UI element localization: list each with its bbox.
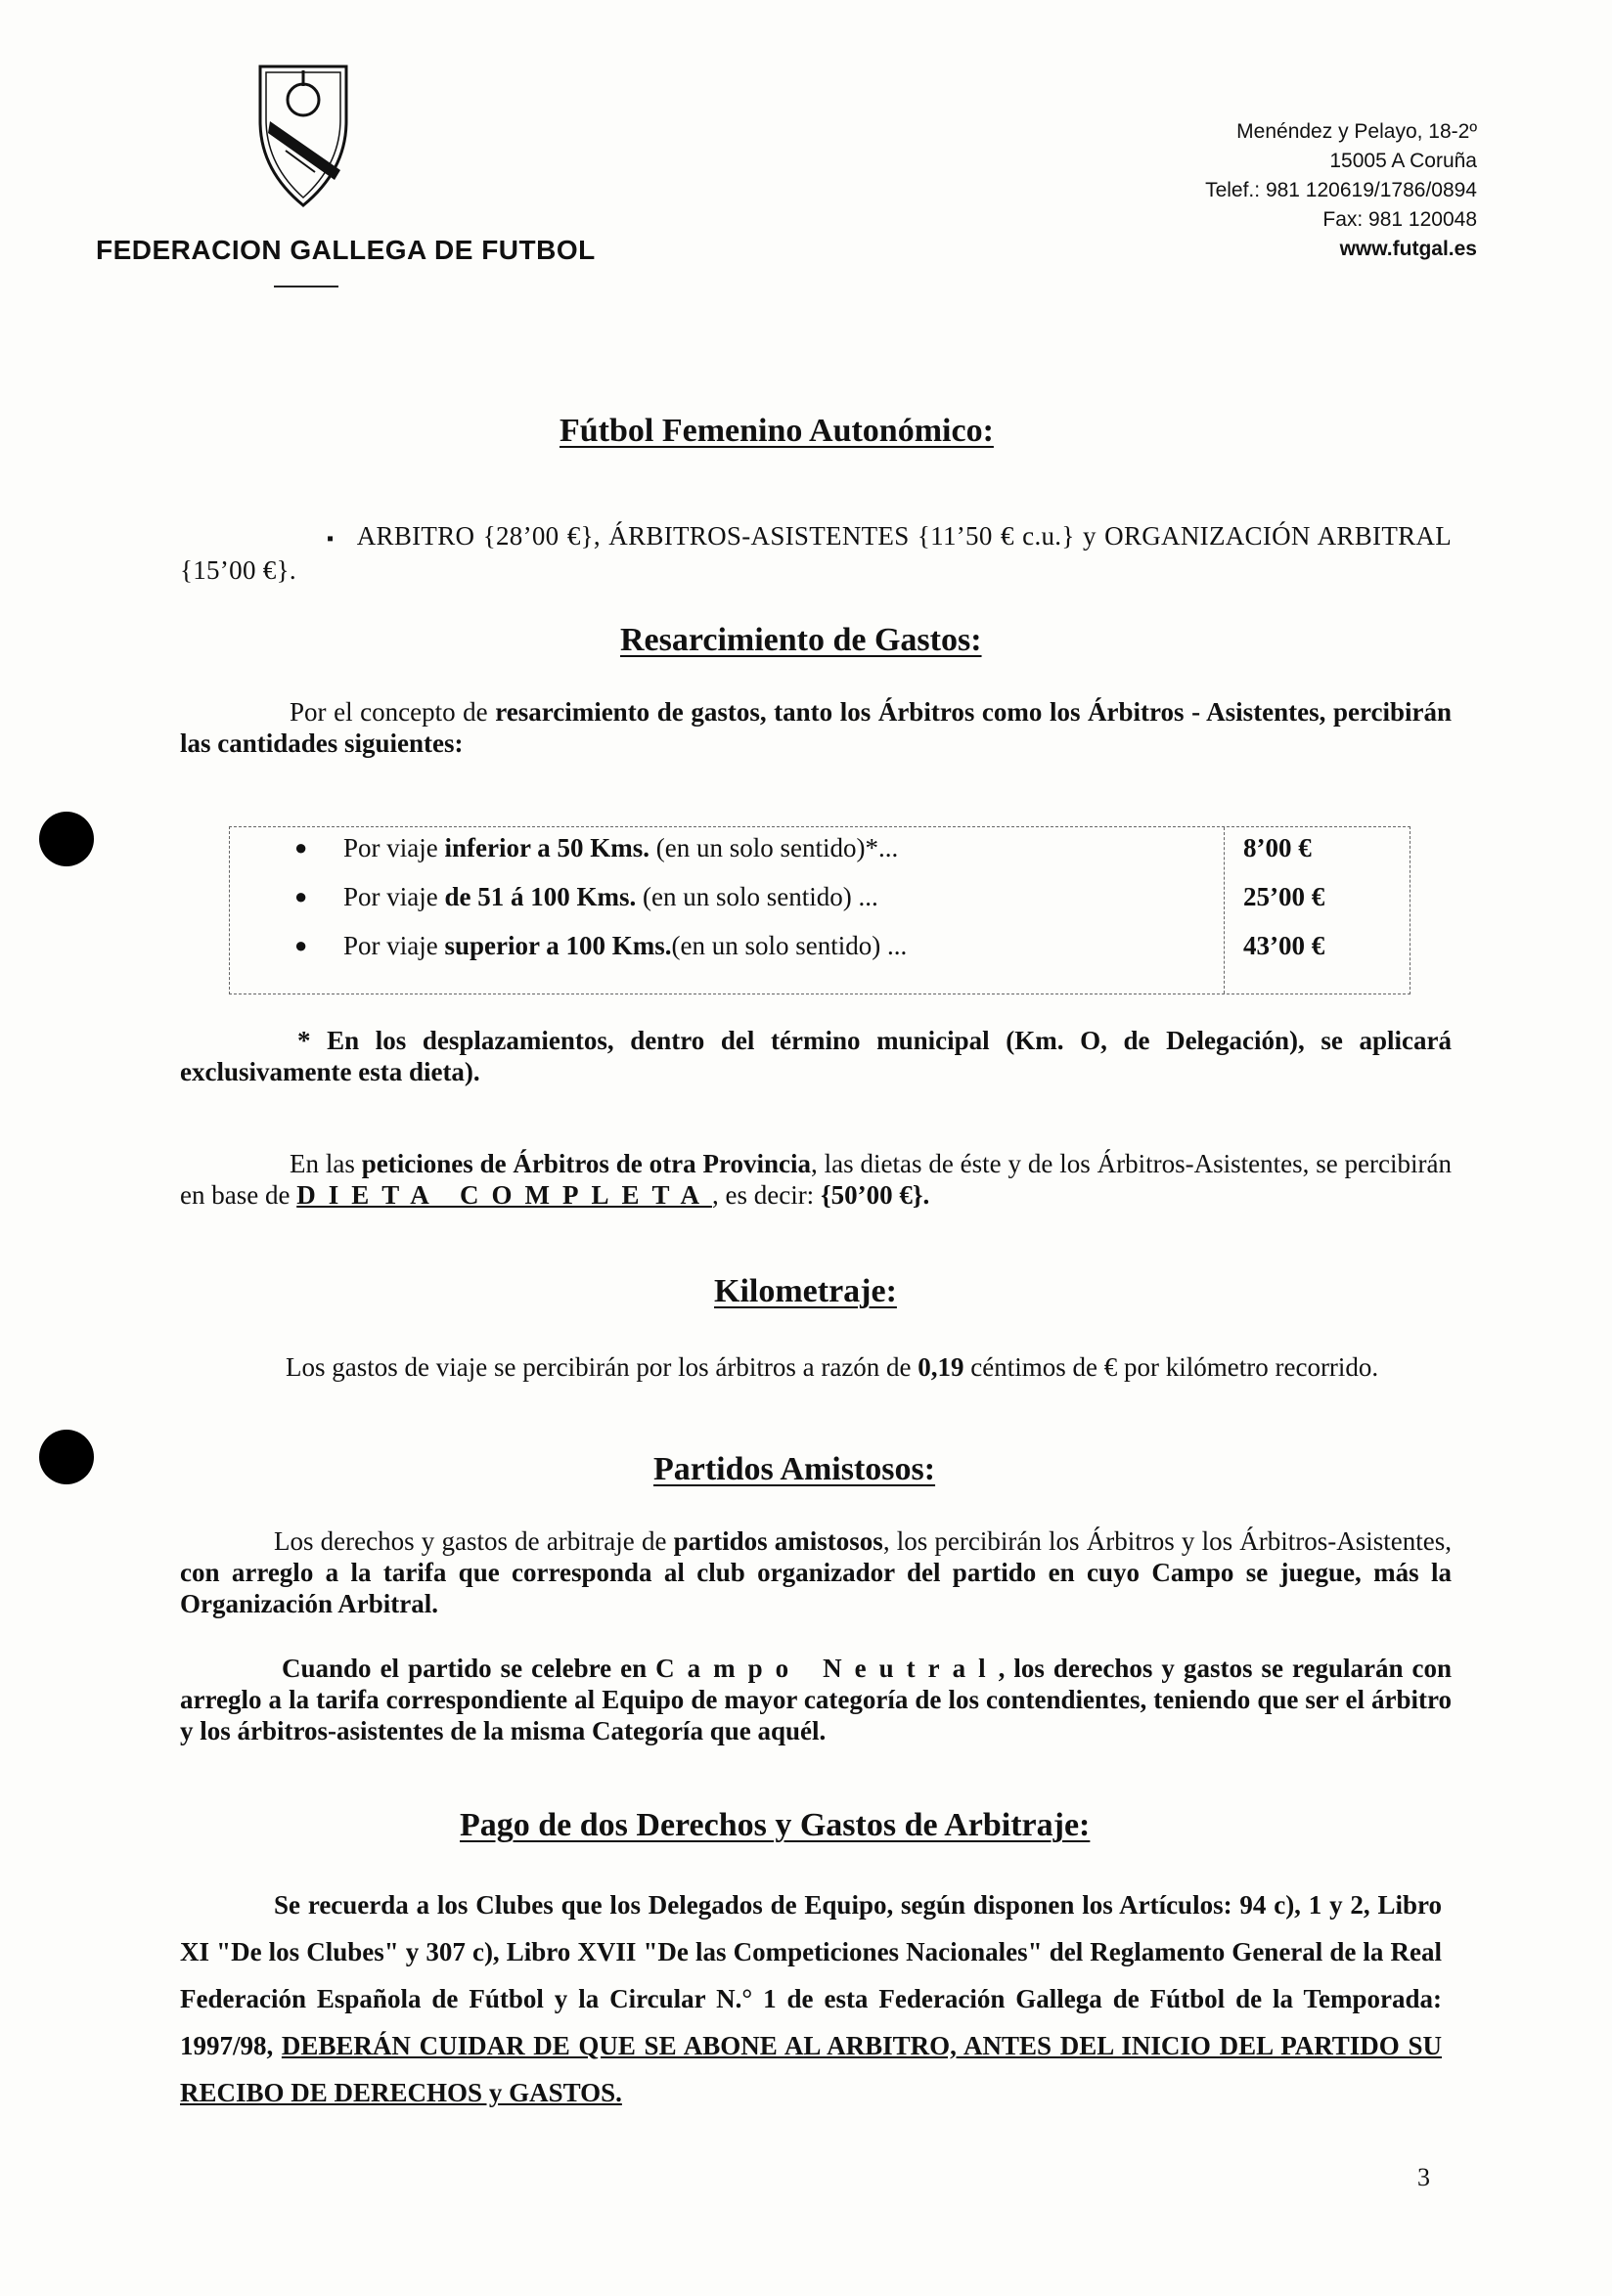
- bullet-icon: ●: [294, 933, 308, 957]
- rate-amount: 8’00 €: [1243, 833, 1312, 862]
- section-title-partidos-amistosos: Partidos Amistosos:: [653, 1451, 936, 1487]
- fee-paragraph: ▪ ARBITRO {28’00 €}, ÁRBITROS-ASISTENTES {11’50 € c.u.} y ORGANIZACIÓN ARBITRAL {15’00 €}.: [180, 521, 1453, 585]
- section-title-resarcimiento: Resarcimiento de Gastos:: [620, 622, 982, 658]
- payment-warning: DEBERÁN CUIDAR DE QUE SE ABONE AL ARBITRO, ANTES DEL INICIO DEL PARTIDO SU RECIBO DE DERECHOS y GASTOS.: [180, 2031, 1442, 2107]
- bullet-icon: ●: [294, 884, 308, 908]
- rate-description: Por viaje inferior a 50 Kms. (en un solo sentido)*...: [343, 833, 899, 862]
- square-bullet: ▪: [327, 528, 336, 550]
- organization-fee: {15’00 €}: [180, 555, 290, 585]
- website-link[interactable]: www.futgal.es: [1339, 238, 1477, 260]
- rate-row: [230, 925, 1410, 974]
- federation-name: FEDERACION GALLEGA DE FUTBOL: [96, 235, 596, 265]
- assistant-fee: {11’50 € c.u.}: [917, 521, 1075, 551]
- province-petition-paragraph: En las peticiones de Árbitros de otra Provincia, las dietas de éste y de los Árbitros-Asistentes, se percibirán en base de DIETA COMPLETA, es decir: {50’00 €}.: [180, 1149, 1452, 1210]
- punch-hole-top: [39, 812, 94, 866]
- contact-block: [1205, 117, 1477, 264]
- referee-fee: {28’00 €}: [482, 521, 594, 551]
- address: Menéndez y Pelayo, 18-2º: [1236, 120, 1477, 143]
- rate-description: Por viaje superior a 100 Kms.(en un solo sentido) ...: [343, 931, 908, 960]
- dieta-completa: DIETA COMPLETA: [296, 1180, 712, 1210]
- campo-neutral: Campo Neutral: [655, 1654, 999, 1683]
- rate-amount: 25’00 €: [1243, 882, 1325, 911]
- rate-row: [230, 876, 1410, 925]
- phone: Telef.: 981 120619/1786/0894: [1205, 179, 1477, 201]
- travel-rates-table: [229, 826, 1410, 994]
- section-title-kilometraje: Kilometraje:: [714, 1273, 897, 1309]
- rate-amount: 43’00 €: [1243, 931, 1325, 960]
- kilometraje-paragraph: Los gastos de viaje se percibirán por los árbitros a razón de 0,19 céntimos de € por kilómetro recorrido.: [286, 1352, 1379, 1382]
- header-rule: [274, 286, 338, 287]
- federation-crest-logo: [256, 63, 350, 209]
- resarcimiento-intro: Por el concepto de resarcimiento de gastos, tanto los Árbitros como los Árbitros - Asistentes, percibirán las cantidades siguientes:: [180, 697, 1452, 758]
- section-title-futbol-femenino: Fútbol Femenino Autonómico:: [560, 413, 994, 449]
- rate-row: [230, 827, 1410, 876]
- campo-neutral-paragraph: Cuando el partido se celebre en Campo Neutral, los derechos y gastos se regularán con arreglo a la tarifa correspondiente al Equipo de mayor categoría de los contendientes, teniendo que ser el árbitro y los árbitros-asistentes de la misma Categoría que aquél.: [180, 1654, 1453, 1745]
- page-number: 3: [1417, 2163, 1430, 2191]
- city: 15005 A Coruña: [1329, 150, 1477, 172]
- amistosos-paragraph: Los derechos y gastos de arbitraje de partidos amistosos, los percibirán los Árbitros y los Árbitros-Asistentes, con arreglo a la tarifa que corresponda al club organizador del partido en cuyo Campo se juegue, más la Organización Arbitral.: [180, 1526, 1452, 1618]
- bullet-icon: ●: [294, 835, 308, 860]
- rate-description: Por viaje de 51 á 100 Kms. (en un solo sentido) ...: [343, 882, 878, 911]
- pago-paragraph: Se recuerda a los Clubes que los Delegados de Equipo, según disponen los Artículos: 94 c), 1 y 2, Libro XI "De los Clubes" y 307 c), Libro XVII "De las Competiciones Nacionales" del Reglamento General de la Real Federación Española de Fútbol y la Circular N.° 1 de esta Federación Gallega de Fútbol de la Temporada: 1997/98, DEBERÁN CUIDAR DE QUE SE ABONE AL ARBITRO, ANTES DEL INICIO DEL PARTIDO SU RECIBO DE DERECHOS y GASTOS.: [180, 1890, 1442, 2107]
- travel-note: * En los desplazamientos, dentro del término municipal (Km. O, de Delegación), se aplicará exclusivamente esta dieta).: [180, 1026, 1452, 1086]
- fax: Fax: 981 120048: [1322, 208, 1477, 231]
- punch-hole-bottom: [39, 1430, 94, 1484]
- section-title-pago-derechos: Pago de dos Derechos y Gastos de Arbitraje:: [460, 1807, 1091, 1843]
